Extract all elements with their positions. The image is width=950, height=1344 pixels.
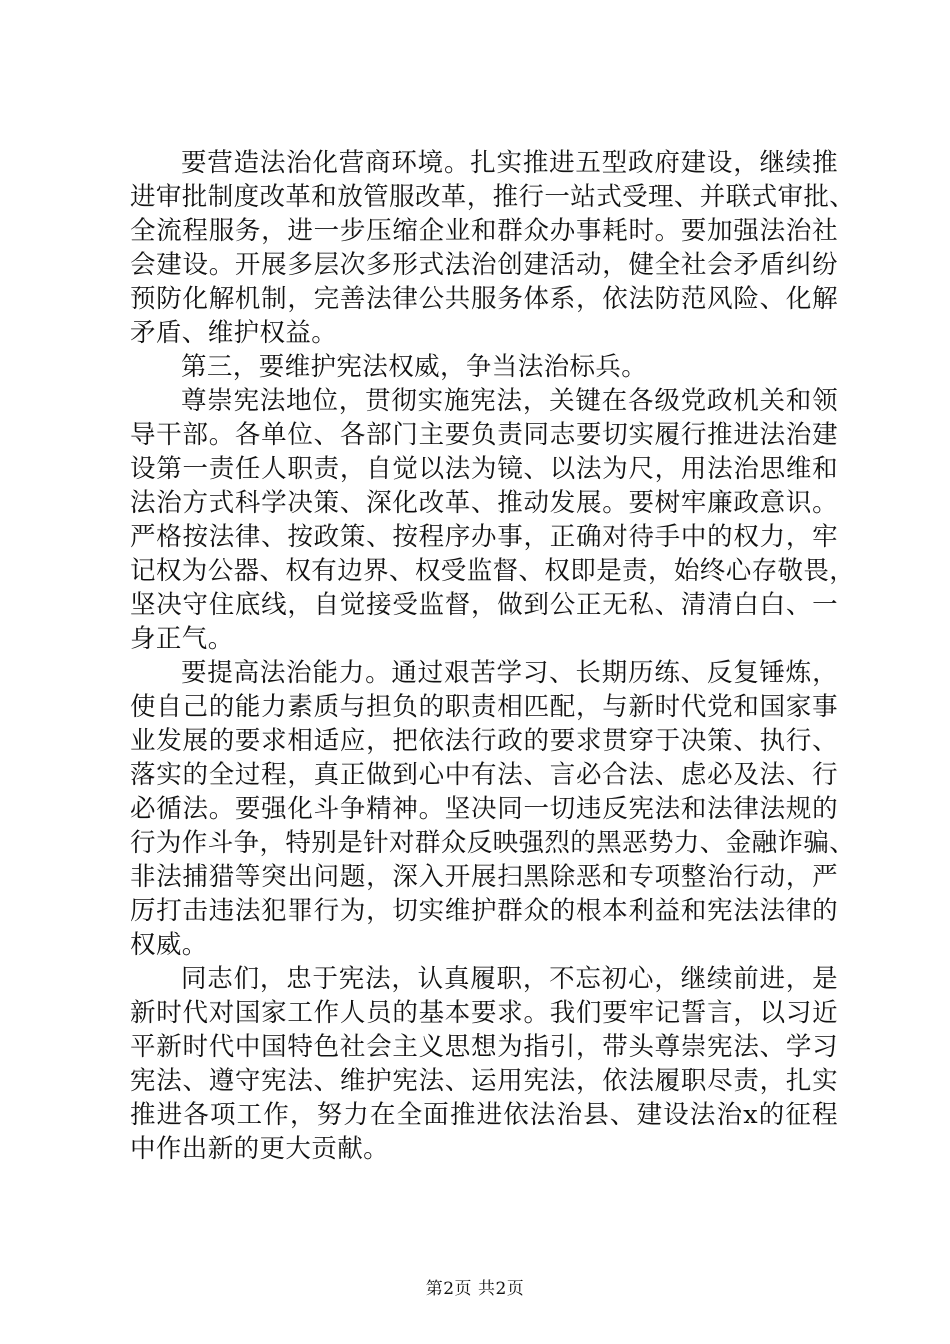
text-line: 中作出新的更大贡献。 [130, 1134, 390, 1164]
text-line: 要营造法治化营商环境。扎实推进五型政府建设，继续推 [181, 148, 838, 178]
text-line: 权威。 [130, 930, 208, 960]
text-line: 坚决守住底线，自觉接受监督，做到公正无私、清清白白、一 [130, 590, 838, 620]
text-line: 同志们，忠于宪法，认真履职，不忘初心，继续前进，是 [181, 964, 838, 994]
section-heading [130, 350, 838, 384]
text-line: 推进各项工作，努力在全面推进依法治县、建设法治x的征程 [130, 1100, 838, 1130]
paragraph [130, 656, 856, 962]
text-line: 要提高法治能力。通过艰苦学习、长期历练、反复锤炼， [181, 658, 838, 688]
text-line: 导干部。各单位、各部门主要负责同志要切实履行推进法治建 [130, 420, 838, 450]
text-line: 宪法、遵守宪法、维护宪法、运用宪法，依法履职尽责，扎实 [130, 1066, 838, 1096]
text-line: 必循法。要强化斗争精神。坚决同一切违反宪法和法律法规的 [130, 794, 838, 824]
text-line: 使自己的能力素质与担负的职责相匹配，与新时代党和国家事 [130, 692, 838, 722]
text-line: 设第一责任人职责，自觉以法为镜、以法为尺，用法治思维和 [130, 454, 838, 484]
page-number-footer: 第2页 共2页 [425, 1279, 525, 1299]
text-line: 新时代对国家工作人员的基本要求。我们要牢记誓言，以习近 [130, 998, 838, 1028]
text-line: 落实的全过程，真正做到心中有法、言必合法、虑必及法、行 [130, 760, 838, 790]
text-line: 非法捕猎等突出问题，深入开展扫黑除恶和专项整治行动，严 [130, 862, 838, 892]
text-line: 行为作斗争，特别是针对群众反映强烈的黑恶势力、金融诈骗、 [130, 828, 856, 858]
text-line: 身正气。 [130, 624, 234, 654]
paragraph [130, 962, 838, 1166]
text-line: 厉打击违法犯罪行为，切实维护群众的根本利益和宪法法律的 [130, 896, 838, 926]
text-line: 进审批制度改革和放管服改革，推行一站式受理、并联式审批、 [130, 182, 856, 212]
text-line: 第三，要维护宪法权威，争当法治标兵。 [181, 352, 648, 382]
paragraph [130, 384, 856, 656]
text-line: 记权为公器、权有边界、权受监督、权即是责，始终心存敬畏， [130, 556, 856, 586]
document-body [130, 146, 856, 1166]
text-line: 会建设。开展多层次多形式法治创建活动，健全社会矛盾纠纷 [130, 250, 838, 280]
text-line: 矛盾、维护权益。 [130, 318, 338, 348]
text-line: 平新时代中国特色社会主义思想为指引，带头尊崇宪法、学习 [130, 1032, 838, 1062]
text-line: 全流程服务，进一步压缩企业和群众办事耗时。要加强法治社 [130, 216, 838, 246]
text-line: 业发展的要求相适应，把依法行政的要求贯穿于决策、执行、 [130, 726, 838, 756]
paragraph [130, 146, 856, 350]
text-line: 严格按法律、按政策、按程序办事，正确对待手中的权力，牢 [130, 522, 838, 552]
text-line: 法治方式科学决策、深化改革、推动发展。要树牢廉政意识。 [130, 488, 838, 518]
text-line: 预防化解机制，完善法律公共服务体系，依法防范风险、化解 [130, 284, 838, 314]
text-line: 尊崇宪法地位，贯彻实施宪法，关键在各级党政机关和领 [181, 386, 838, 416]
